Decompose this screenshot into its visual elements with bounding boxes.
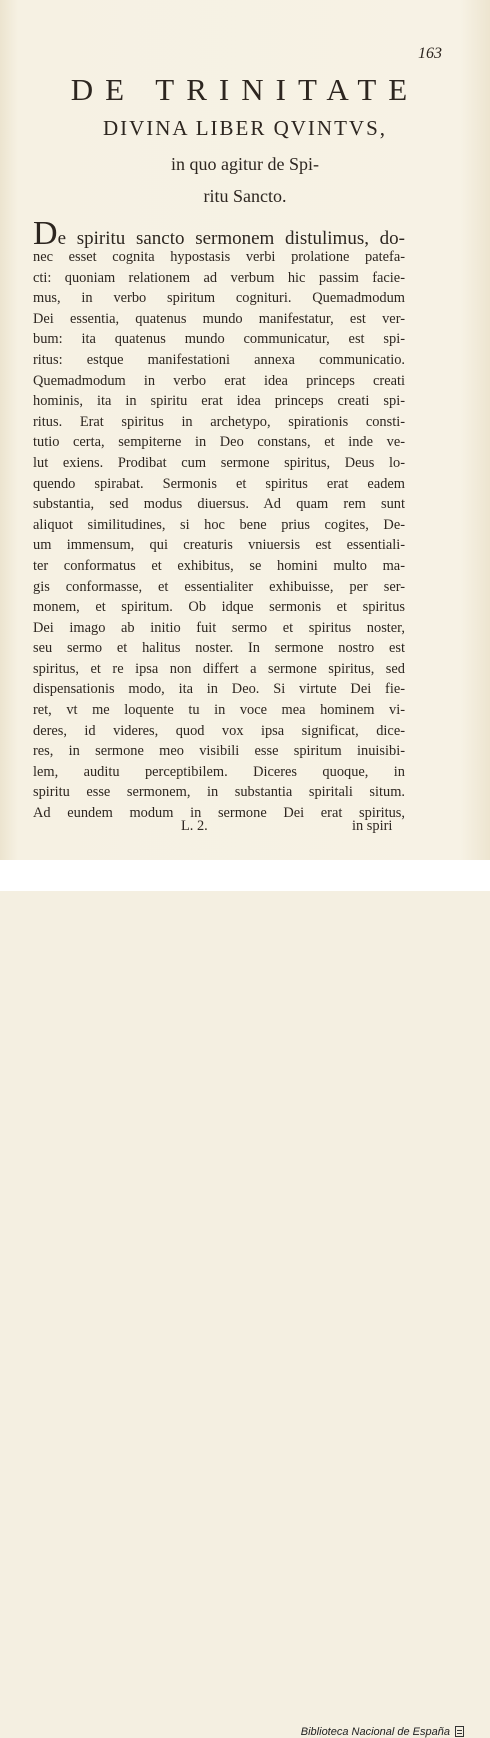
first-line <box>33 211 405 252</box>
library-logo-icon <box>455 1726 464 1737</box>
chapter-description-line: ritu Sancto. <box>203 186 287 206</box>
text-line: ret, vt me loquente tu in voce mea hominem vi- <box>33 702 405 719</box>
body-text <box>33 211 405 824</box>
text-line: res, in sermone meo visibili esse spiritum inuisibi- <box>33 743 405 760</box>
text-line: tutio certa, sempiterne in Deo constans, et inde ve- <box>33 434 405 451</box>
text-line: mus, in verbo spiritum cognituri. Quemadmodum <box>33 290 405 307</box>
text-line: lut exiens. Prodibat cum sermone spiritus, Deus lo- <box>33 454 405 471</box>
library-credit: Biblioteca Nacional de España <box>300 1726 450 1738</box>
text-line: seu sermo et halitus noster. In sermone nostro est <box>33 640 405 657</box>
page-number: 163 <box>418 45 442 62</box>
signature-mark: L. 2. <box>181 818 208 834</box>
text-line: ritus: estque manifestationi annexa communicatio. <box>33 351 405 368</box>
text-line: ritus. Erat spiritus in archetypo, spirationis consti- <box>33 413 405 430</box>
text-line: lem, auditu perceptibilem. Diceres quoque, in <box>33 763 405 780</box>
text-line: Dei essentia, quatenus mundo manifestatur, est ver- <box>33 310 405 327</box>
text-line: ter conformatus et exhibitus, se homini multo ma- <box>33 557 405 574</box>
first-line-text: e spiritu sancto sermonem distulimus, do- <box>57 228 405 249</box>
text-line: um immensum, qui creaturis vniuersis est essentiali- <box>33 537 405 554</box>
text-line: monem, et spiritum. Ob idque sermonis et spiritus <box>33 599 405 616</box>
text-line: bum: ita quatenus mundo communicatur, est spi- <box>33 331 405 348</box>
text-line: dispensationis modo, ita in Deo. Si virtute Dei fie- <box>33 681 405 698</box>
text-line: Ad eundem modum in sermone Dei erat spiritus, <box>33 805 405 822</box>
text-line: hominis, ita in spiritu erat idea princeps creati spi- <box>33 393 405 410</box>
footer-bar <box>0 860 490 1738</box>
text-line: Dei imago ab initio fuit sermo et spiritus noster, <box>33 619 405 636</box>
text-line: gis conformasse, et essentialiter exhibuisse, per ser- <box>33 578 405 595</box>
chapter-description-line: in quo agitur de Spi- <box>171 154 319 174</box>
text-line: cti: quoniam relationem ad verbum hic passim facie- <box>33 269 405 286</box>
chapter-title: DE TRINITATE <box>70 72 420 107</box>
text-line: Quemadmodum in verbo erat idea princeps creati <box>33 372 405 389</box>
drop-cap: D <box>33 215 58 252</box>
text-line: substantia, sed modus diuersus. Ad quam rem sunt <box>33 496 405 513</box>
book-page <box>0 0 490 860</box>
text-line: nec esset cognita hypostasis verbi prolatione patefa- <box>33 249 405 265</box>
chapter-subtitle: DIVINA LIBER QVINTVS, <box>102 116 388 140</box>
text-line: deres, id videres, quod vox ipsa significat, dice- <box>33 722 405 739</box>
text-line: aliquot similitudines, si hoc bene prius cogites, De- <box>33 516 405 533</box>
text-line: spiritus, et re ipsa non differt a sermone spiritus, sed <box>33 660 405 677</box>
text-line: quendo spirabat. Sermonis et spiritus erat eadem <box>33 475 405 492</box>
catchword: in spiri <box>352 818 393 834</box>
text-line: spiritu esse sermonem, in substantia spiritali situm. <box>33 784 405 801</box>
